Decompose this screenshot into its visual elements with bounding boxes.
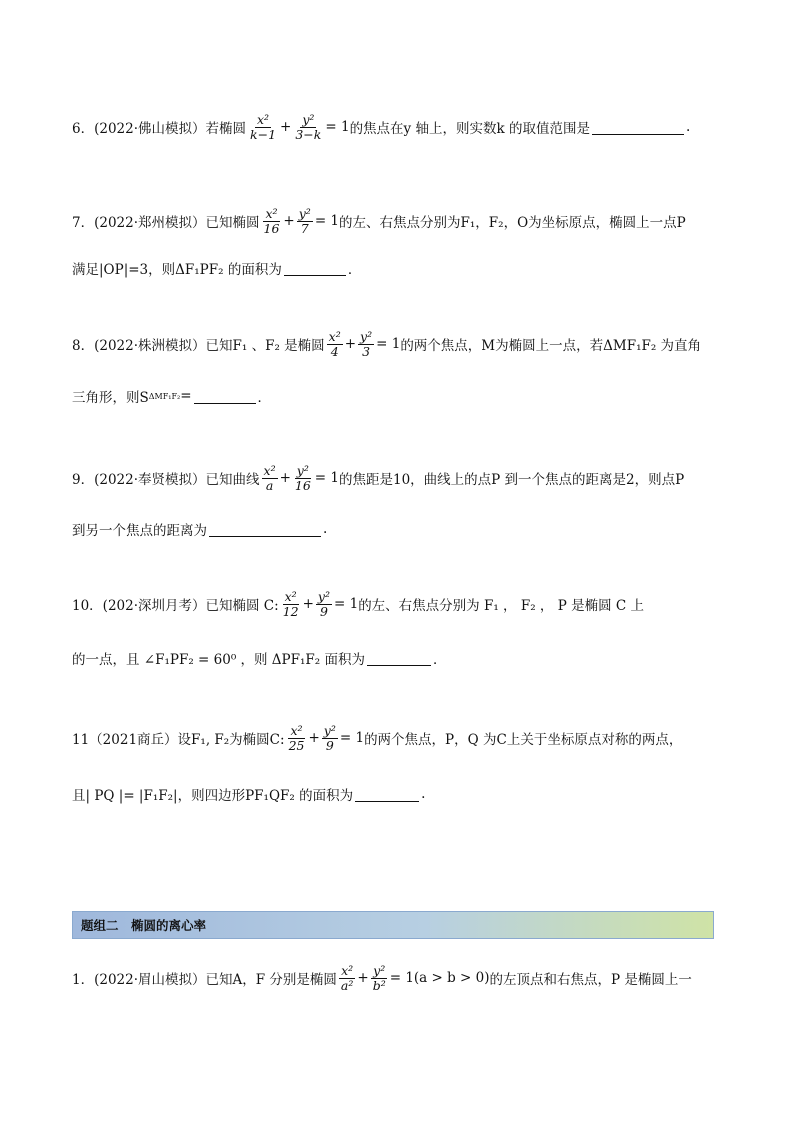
q7-prefix: 7．(2022·郑州模拟）已知椭圆 <box>72 215 260 231</box>
q9-fraction-x: $\frac{\text{x²}}{a}$ <box>263 462 276 493</box>
question-9: 9．(2022·奉贤模拟）已知曲线 $\frac{\text{x²}}{a}$ + $\frac{\text{y²}}{16}$ = 1 的焦距是10，曲线上的点P 到一个焦点的距离是2，则点P <box>72 462 685 493</box>
q6-prefix: 6．(2022·佛山模拟）若椭圆 <box>72 121 247 137</box>
q7-fraction-x: $\frac{\text{x²}}{16}$ <box>263 205 280 236</box>
q9-answer-blank[interactable] <box>209 522 321 537</box>
q10-suffix: 的左、右焦点分别为 F₁ ， F₂ ， P 是椭圆 C 上 <box>358 598 644 614</box>
q10-fraction-x: $\frac{\text{x²}}{12}$ <box>282 588 299 619</box>
question-11: 11（2021商丘）设F₁, F₂为椭圆C: $\frac{\text{x²}}{25}$ + $\frac{\text{y²}}{9}$ = 1 的两个焦点，P，Q 为C上关于坐标原点对称的两点， <box>72 722 683 753</box>
q11-suffix: 的两个焦点，P，Q 为C上关于坐标原点对称的两点， <box>364 732 683 748</box>
e1-fraction-x: $\frac{\text{x²}}{\text{a²}}$ <box>340 962 354 993</box>
q11-prefix: 11（2021商丘）设F₁, F₂为椭圆C: <box>72 732 285 748</box>
q10-answer-blank[interactable] <box>367 651 431 666</box>
q11-fraction-x: $\frac{\text{x²}}{25}$ <box>288 722 305 753</box>
q8-fraction-y: $\frac{\text{y²}}{3}$ <box>360 328 373 359</box>
q6-suffix: 的焦点在y 轴上，则实数k 的取值范围是 <box>349 121 590 137</box>
question-6: 6．(2022·佛山模拟）若椭圆 $\frac{\text{x²}}{k-1}$ + $\frac{\text{y²}}{3-k}$ = 1 的焦点在y 轴上，则实数k 的取值范围是 . <box>72 111 691 142</box>
q11-answer-blank[interactable] <box>355 787 419 802</box>
q10-prefix: 10．(202·深圳月考）已知椭圆 C: <box>72 598 279 614</box>
q11-fraction-y: $\frac{\text{y²}}{9}$ <box>323 722 336 753</box>
q8-prefix: 8．(2022·株洲模拟）已知F₁ 、F₂ 是椭圆 <box>72 338 325 354</box>
q8-answer-blank[interactable] <box>194 389 256 404</box>
e1-fraction-y: $\frac{\text{y²}}{\text{b²}}$ <box>372 962 386 993</box>
q9-suffix: 的焦距是10，曲线上的点P 到一个焦点的距离是2，则点P <box>339 472 685 488</box>
question-10: 10．(202·深圳月考）已知椭圆 C: $\frac{\text{x²}}{12}$ + $\frac{\text{y²}}{9}$ = 1 的左、右焦点分别为 F₁ ， F₂ ， P 是椭圆 C 上 <box>72 588 644 619</box>
section-heading: 题组二 椭圆的离心率 <box>72 911 714 939</box>
question-7: 7．(2022·郑州模拟）已知椭圆 $\frac{\text{x²}}{16}$ + $\frac{\text{y²}}{7}$ = 1 的左、右焦点分别为F₁，F₂，O为坐标原点，椭圆上一点P <box>72 205 686 236</box>
e1-suffix: 的左顶点和右焦点，P 是椭圆上一 <box>489 972 692 988</box>
q6-answer-blank[interactable] <box>592 120 684 135</box>
question-7-line2: 满足|OP|=3，则ΔF₁PF₂ 的面积为 ． <box>72 262 362 278</box>
e1-prefix: 1．(2022·眉山模拟）已知A，F 分别是椭圆 <box>72 972 337 988</box>
q9-prefix: 9．(2022·奉贤模拟）已知曲线 <box>72 472 260 488</box>
q8-suffix: 的两个焦点，M为椭圆上一点，若ΔMF₁F₂ 为直角 <box>400 338 702 354</box>
q10-fraction-y: $\frac{\text{y²}}{9}$ <box>317 588 330 619</box>
q6-fraction-y: $\frac{\text{y²}}{3-k}$ <box>295 111 322 142</box>
question-8: 8．(2022·株洲模拟）已知F₁ 、F₂ 是椭圆 $\frac{\text{x²}}{4}$ + $\frac{\text{y²}}{3}$ = 1 的两个焦点，M为椭圆上一点，若ΔMF₁F₂ 为直角 <box>72 328 702 359</box>
q7-suffix: 的左、右焦点分别为F₁，F₂，O为坐标原点，椭圆上一点P <box>339 215 686 231</box>
question-11-line2: 且| PQ |= |F₁F₂|，则四边形PF₁QF₂ 的面积为 . <box>72 786 426 804</box>
q6-fraction-x: $\frac{\text{x²}}{k-1}$ <box>250 111 277 142</box>
question-9-line2: 到另一个焦点的距离为 . <box>72 521 328 539</box>
q7-fraction-y: $\frac{\text{y²}}{7}$ <box>298 205 311 236</box>
eccentricity-question-1: 1．(2022·眉山模拟）已知A，F 分别是椭圆 $\frac{\text{x²}}{\text{a²}}$ + $\frac{\text{y²}}{\text{b²}}$ = 1(a > b > 0) 的左顶点和右焦点，P 是椭圆上一 <box>72 962 692 993</box>
q8-fraction-x: $\frac{\text{x²}}{4}$ <box>328 328 341 359</box>
question-10-line2: 的一点，且 ∠F₁PF₂ = 60⁰ ，则 ΔPF₁F₂ 面积为 ． <box>72 652 447 668</box>
q9-fraction-y: $\frac{\text{y²}}{16}$ <box>294 462 311 493</box>
q7-answer-blank[interactable] <box>284 261 346 276</box>
question-8-line2: 三角形，则S ΔMF₁F₂ = ． <box>72 388 272 406</box>
